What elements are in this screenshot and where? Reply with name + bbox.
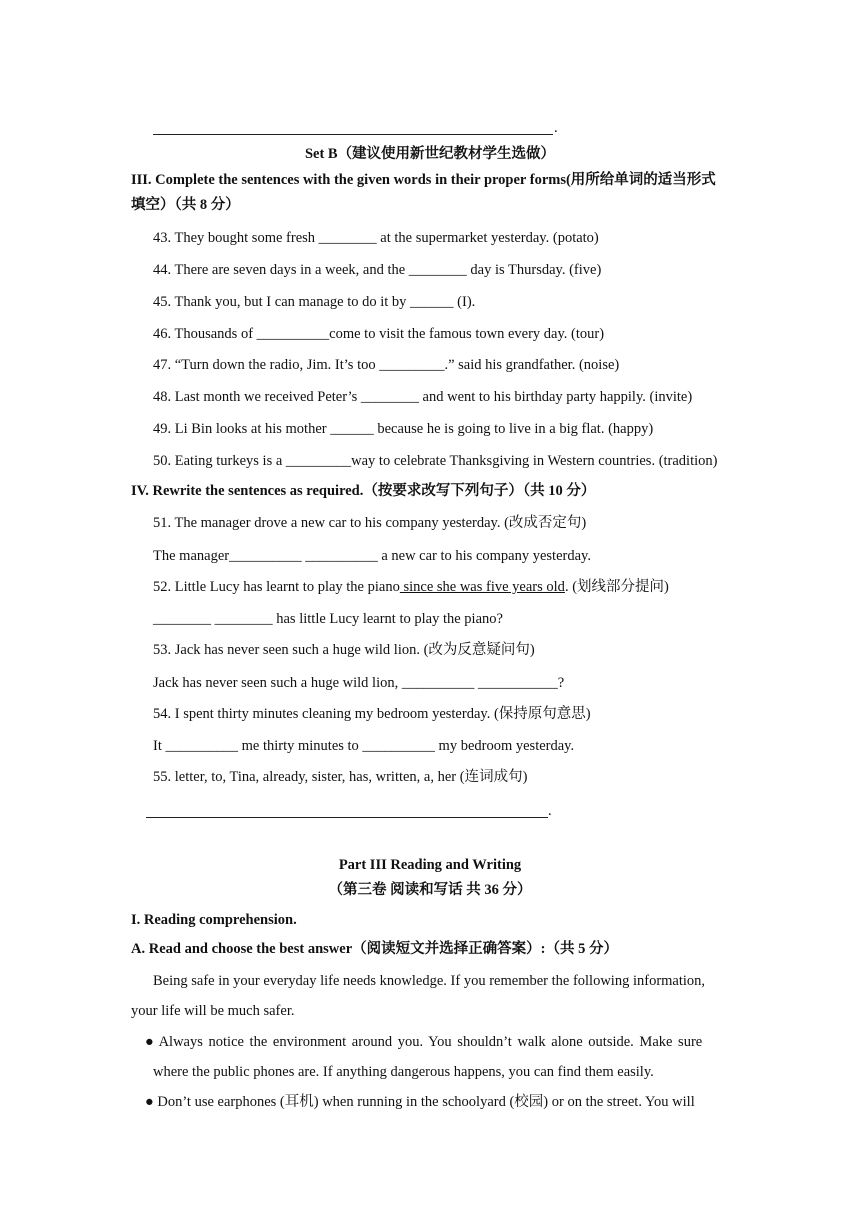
question-52 bbox=[153, 578, 669, 596]
part-iii-subtitle: （第三卷 阅读和写话 共 36 分） bbox=[328, 882, 532, 898]
question-47: 47. “Turn down the radio, Jim. It’s too _________.” said his grandfather. (noise) bbox=[153, 357, 620, 373]
question-52-underlined: since she was five years old bbox=[399, 579, 565, 595]
part-iii-title: Part III Reading and Writing bbox=[338, 857, 522, 873]
passage-line-1: Being safe in your everyday life needs knowledge. If you remember the following information, bbox=[153, 973, 706, 989]
question-46: 46. Thousands of __________come to visit the famous town every day. (tour) bbox=[153, 326, 605, 342]
answer-line-end: . bbox=[554, 120, 558, 136]
reading-heading: I. Reading comprehension. bbox=[131, 912, 297, 928]
question-48: 48. Last month we received Peter’s ________ and went to his birthday party happily. (invite) bbox=[153, 389, 693, 405]
question-44: 44. There are seven days in a week, and the ________ day is Thursday. (five) bbox=[153, 262, 602, 278]
passage-line-2: your life will be much safer. bbox=[131, 1003, 295, 1019]
question-50: 50. Eating turkeys is a _________way to celebrate Thanksgiving in Western countries. (tradition) bbox=[153, 453, 718, 469]
answer-55-line bbox=[146, 817, 548, 818]
reading-sub-a: A. Read and choose the best answer（阅读短文并选择正确答案）:（共 5 分） bbox=[131, 941, 618, 957]
section-iii-heading-cont: 填空）（共 8 分） bbox=[131, 197, 240, 213]
question-54: 54. I spent thirty minutes cleaning my bedroom yesterday. (保持原句意思) bbox=[153, 706, 591, 722]
answer-55-end: . bbox=[548, 803, 552, 819]
question-53: 53. Jack has never seen such a huge wild lion. (改为反意疑问句) bbox=[153, 642, 535, 658]
question-51: 51. The manager drove a new car to his company yesterday. (改成否定句) bbox=[153, 515, 587, 531]
section-iv-heading: IV. Rewrite the sentences as required.（按要求改写下列句子）（共 10 分） bbox=[131, 483, 596, 499]
question-52-note: . (划线部分提问) bbox=[564, 579, 669, 595]
answer-52: ________ ________ has little Lucy learnt to play the piano? bbox=[153, 611, 503, 627]
question-55: 55. letter, to, Tina, already, sister, has, written, a, her (连词成句) bbox=[153, 769, 528, 785]
bullet-2-line-1: ● Don’t use earphones (耳机) when running in the schoolyard (校园) or on the street. You will bbox=[145, 1094, 695, 1110]
answer-53: Jack has never seen such a huge wild lion, __________ ___________? bbox=[153, 675, 565, 691]
bullet-1-line-1: ● Always notice the environment around you. You shouldn’t walk alone outside. Make sure bbox=[145, 1034, 703, 1050]
section-iii-heading: III. Complete the sentences with the given words in their proper forms(用所给单词的适当形式 bbox=[131, 172, 716, 188]
question-45: 45. Thank you, but I can manage to do it by ______ (I). bbox=[153, 294, 476, 310]
question-52-text: 52. Little Lucy has learnt to play the piano bbox=[153, 579, 400, 595]
question-43: 43. They bought some fresh ________ at the supermarket yesterday. (potato) bbox=[153, 230, 599, 246]
bullet-1-line-2: where the public phones are. If anything dangerous happens, you can find them easily. bbox=[153, 1064, 654, 1080]
answer-54: It __________ me thirty minutes to __________ my bedroom yesterday. bbox=[153, 738, 575, 754]
question-49: 49. Li Bin looks at his mother ______ because he is going to live in a big flat. (happy) bbox=[153, 421, 654, 437]
answer-51: The manager__________ __________ a new car to his company yesterday. bbox=[153, 548, 591, 564]
answer-line bbox=[153, 134, 553, 135]
set-b-title: Set B（建议使用新世纪教材学生选做） bbox=[304, 146, 556, 162]
